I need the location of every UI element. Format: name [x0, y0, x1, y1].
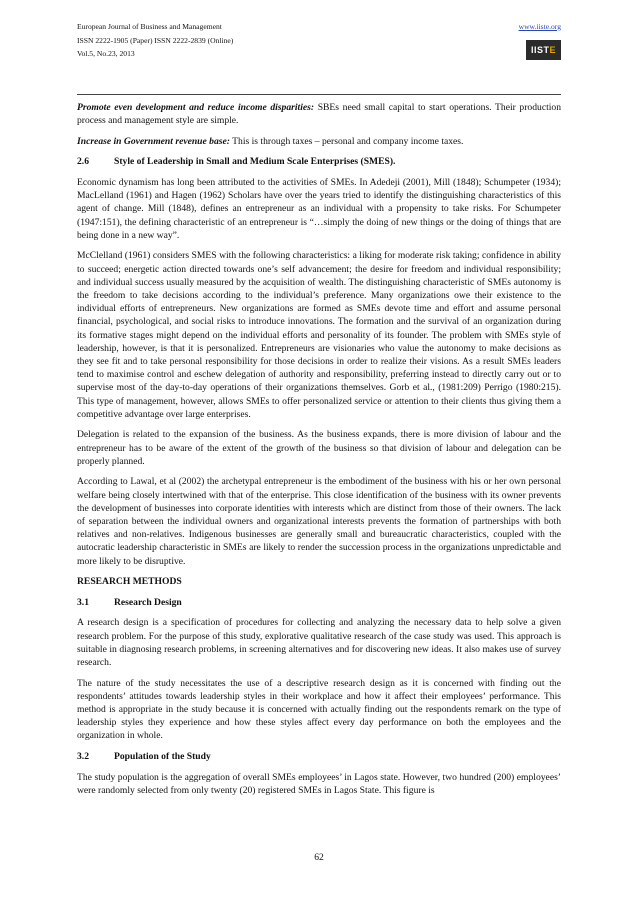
- journal-name: European Journal of Business and Management: [77, 22, 222, 31]
- running-header: [77, 20, 561, 61]
- volume-line: Vol.5, No.23, 2013: [77, 49, 135, 58]
- section-heading-3-1: [77, 596, 561, 609]
- page-number: 62: [314, 852, 324, 863]
- header-divider: [77, 94, 561, 95]
- iiste-logo: IISTE: [526, 40, 561, 60]
- section-title: Style of Leadership in Small and Medium Scale Enterprises (SMES).: [114, 156, 396, 168]
- body-text: [77, 101, 561, 804]
- section-number: 3.1: [77, 596, 89, 608]
- paragraph: [77, 135, 561, 148]
- section-heading-3-2: [77, 750, 561, 763]
- paragraph: The study population is the aggregation of overall SMEs employees’ in Lagos state. However, two hundred (200) employees’ were randomly selected from only twenty (20) registered SMEs in Lagos State. This figure is: [77, 771, 561, 796]
- paragraph: McClelland (1961) considers SMES with the following characteristics: a liking for moderate risk taking; confidence in ability to succeed; energetic action directed towards one’s self advancement; the desire for freedom and individual responsibility; and individual success usually measured by the acquisition of wealth. The distinguishing characteristic of SMEs autonomy is the freedom to take decisions according to the individual’s preference. Many organizations owe their existence to the individual efforts of entrepreneurs. New organizations are formed as SMEs devote time and effort and assume personal financial, psychological, and social risks to introduce innovations. The formation and the survival of an organization during its formative stages might depend on the individual efforts and personality of its founder. The problem with SMEs style of leadership, however, is that it is personalized. Entrepreneurs are visionaries who value the autonomy to make decisions as they see fit and to take personal responsibility for those decisions in order to realize their visions. As a result SMEs leaders tend to maximise control and eschew delegation of authority and responsibility, preferring instead to directly carry out or to supervise most of the day-to-day operations of their organizations themselves. Gorb et al., (1981:209) Perrigo (1980:215). This type of management, however, allows SMEs to offer personalized service or attention to their clients thus giving them a competitive advantage over large enterprises.: [77, 250, 561, 420]
- section-number: 2.6: [77, 156, 89, 168]
- issn-line: ISSN 2222-1905 (Paper) ISSN 2222-2839 (Online): [77, 35, 234, 45]
- paragraph: The nature of the study necessitates the use of a descriptive research design as it is concerned with finding out the respondents’ attitudes towards leadership styles in their workplace and how it affect their employees’ performance. This method is appropriate in the study because it is concerned with actually finding out the respondents remark on the type of leadership styles they experience and how these styles affect every day performance on both the employees and the organization in whole.: [77, 677, 561, 742]
- journal-url-link[interactable]: www.iiste.org: [518, 22, 561, 31]
- section-title: Research Design: [114, 596, 182, 608]
- paragraph: A research design is a specification of procedures for collecting and analyzing the necessary data to help solve a given research problem. For the purpose of this study, explorative qualitative research of the case study was used. This approach is suitable in diagnosing research problems, in screening alternatives and for discovering new ideas. It also makes use of survey research.: [77, 617, 561, 669]
- section-title: Population of the Study: [114, 751, 211, 763]
- paragraph: According to Lawal, et al (2002) the archetypal entrepreneur is the embodiment of the business with his or her own personal welfare being closely intertwined with that of the enterprise. This close identification of the business with its owner prevents the development of businesses into corporate identities with interests which are distinct from those of their owners. The lack of separation between the individual owners and organizational interests prevents the formation of partnerships with both relatives and non-relatives. Indigenous businesses are generally small and bureaucratic characteristics, coupled with the autocratic leadership characteristic in SMEs are likely to render the succession process in the organizations unpredictable and more likely to be disruptive.: [77, 476, 561, 567]
- research-methods-heading: RESEARCH METHODS: [77, 576, 182, 588]
- paragraph: Delegation is related to the expansion of the business. As the business expands, there is more division of labour and the entrepreneur has to be aware of the extent of the growth of the business so that division of labour and delegation can be properly planned.: [77, 429, 561, 467]
- section-heading-2-6: [77, 155, 561, 168]
- paragraph-text: SBEs need small capital to start operations. Their production process and management style are simple.: [77, 102, 562, 127]
- section-number: 3.2: [77, 751, 89, 763]
- paragraph: [77, 101, 561, 127]
- paragraph-text: This is through taxes – personal and company income taxes.: [229, 135, 464, 147]
- paragraph: Economic dynamism has long been attributed to the activities of SMEs. In Adedeji (2001), Mill (1848); Schumpeter (1934); MacLelland (1961) and Hagen (1962) Scholars have over the years tried to identify the distinguishing characteristics of this agent of change. Mill (1848), defines an entrepreneur as an individual with a propensity to take risks. For Schumpeter (1947:151), the defining characteristic of an entrepreneur is “…simply the doing of new things or the doing of things that are being done in a new way”.: [77, 176, 561, 241]
- paragraph-lead: Increase in Government revenue base:: [77, 135, 230, 147]
- paragraph-lead: Promote even development and reduce income disparities:: [77, 102, 315, 113]
